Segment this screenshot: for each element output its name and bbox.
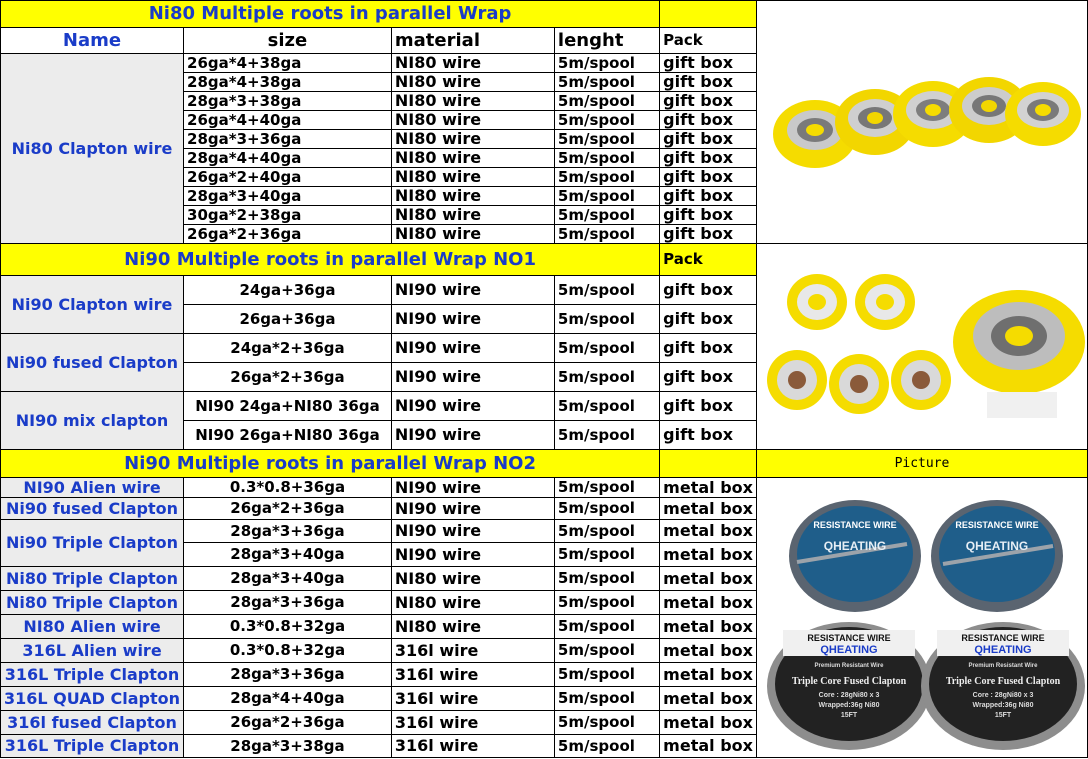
row-size: 24ga*2+36ga xyxy=(184,334,392,363)
row-size: 26ga+36ga xyxy=(184,305,392,334)
row-length: 5m/spool xyxy=(554,130,659,149)
row-material: NI80 wire xyxy=(391,111,554,130)
row-length: 5m/spool xyxy=(554,168,659,187)
tin-label-brand-top: RESISTANCE WIRE xyxy=(807,632,891,643)
row-material: NI80 wire xyxy=(391,130,554,149)
row-pack: metal box xyxy=(660,687,757,711)
row-pack: gift box xyxy=(660,276,757,305)
row-material: 316l wire xyxy=(391,735,554,758)
row-name: 316L Triple Clapton xyxy=(1,735,184,758)
row-size: 28ga*3+38ga xyxy=(184,735,392,758)
tin-label-brand-top: RESISTANCE WIRE xyxy=(955,519,1039,530)
row-length: 5m/spool xyxy=(554,421,659,450)
row-material: 316l wire xyxy=(391,711,554,735)
row-pack: gift box xyxy=(660,392,757,421)
row-length: 5m/spool xyxy=(554,639,659,663)
row-material: NI80 wire xyxy=(391,206,554,225)
row-material: NI80 wire xyxy=(391,615,554,639)
tin-label-core: Core : 28gNi80 x 3 xyxy=(818,691,880,699)
row-length: 5m/spool xyxy=(554,206,659,225)
tin-label-wrapped: Wrapped:36g Ni80 xyxy=(972,701,1034,709)
row-pack: gift box xyxy=(660,187,757,206)
tin-label-brand-top: RESISTANCE WIRE xyxy=(813,519,897,530)
row-pack: metal box xyxy=(660,615,757,639)
ni80-spools-image xyxy=(757,14,1087,230)
row-name: NI90 Alien wire xyxy=(1,478,184,498)
row-name: NI80 Alien wire xyxy=(1,615,184,639)
section-title-ni80: Ni80 Multiple roots in parallel Wrap xyxy=(1,1,660,28)
row-material: NI90 wire xyxy=(391,276,554,305)
row-length: 5m/spool xyxy=(554,363,659,392)
ni90-spools-image xyxy=(757,260,1087,434)
row-size: 28ga*3+36ga xyxy=(184,520,392,543)
row-name: 316L QUAD Clapton xyxy=(1,687,184,711)
group-name-ni90-fused: Ni90 fused Clapton xyxy=(1,334,184,392)
row-length: 5m/spool xyxy=(554,543,659,567)
tin-label-product: Triple Core Fused Clapton xyxy=(791,675,907,687)
row-size: 24ga+36ga xyxy=(184,276,392,305)
small-spool-d xyxy=(829,354,889,414)
row-name: 316L Triple Clapton xyxy=(1,663,184,687)
row-name: Ni80 Triple Clapton xyxy=(1,567,184,591)
section-title-ni90-no2: Ni90 Multiple roots in parallel Wrap NO2 xyxy=(1,450,660,478)
row-material: NI80 wire xyxy=(391,73,554,92)
row-material: NI90 wire xyxy=(391,363,554,392)
tin-label-length: 15FT xyxy=(840,711,858,719)
row-pack: gift box xyxy=(660,305,757,334)
tin-label-brand-main: QHEATING xyxy=(823,538,887,553)
row-pack: gift box xyxy=(660,225,757,244)
row-material: NI80 wire xyxy=(391,92,554,111)
row-size: 30ga*2+38ga xyxy=(184,206,392,225)
tin-back-right xyxy=(931,500,1063,612)
row-material: NI80 wire xyxy=(391,567,554,591)
tin-label-core: Core : 28gNi80 x 3 xyxy=(972,691,1034,699)
header-name: Name xyxy=(1,28,184,54)
row-material: 316l wire xyxy=(391,687,554,711)
row-material: NI80 wire xyxy=(391,168,554,187)
tin-label-wrapped: Wrapped:36g Ni80 xyxy=(818,701,880,709)
row-pack: gift box xyxy=(660,111,757,130)
tin-label-subtitle: Premium Resistant Wire xyxy=(968,662,1038,669)
row-length: 5m/spool xyxy=(554,735,659,758)
row-material: NI90 wire xyxy=(391,520,554,543)
row-pack: metal box xyxy=(660,591,757,615)
tin-back-left xyxy=(789,500,921,612)
row-size: 26ga*2+36ga xyxy=(184,711,392,735)
row-material: NI90 wire xyxy=(391,478,554,498)
row-size: 28ga*4+40ga xyxy=(184,687,392,711)
row-length: 5m/spool xyxy=(554,392,659,421)
row-pack: gift box xyxy=(660,149,757,168)
row-size: NI90 26ga+NI80 36ga xyxy=(184,421,392,450)
row-size: 26ga*4+40ga xyxy=(184,111,392,130)
row-length: 5m/spool xyxy=(554,149,659,168)
row-pack: gift box xyxy=(660,421,757,450)
row-material: NI80 wire xyxy=(391,149,554,168)
row-length: 5m/spool xyxy=(554,615,659,639)
tin-label-brand-main: QHEATING xyxy=(965,538,1029,553)
row-length: 5m/spool xyxy=(554,663,659,687)
picture-label: Picture xyxy=(756,450,1087,478)
row-pack: metal box xyxy=(660,735,757,758)
row-size: 28ga*3+36ga xyxy=(184,591,392,615)
row-name: Ni90 fused Clapton xyxy=(1,498,184,520)
tin-label-product: Triple Core Fused Clapton xyxy=(945,675,1061,687)
small-spool-a xyxy=(787,274,847,330)
row-size: 26ga*4+38ga xyxy=(184,54,392,73)
header-pack: Pack xyxy=(660,28,757,54)
row-name: 316L Alien wire xyxy=(1,639,184,663)
photo-cell-spools xyxy=(756,1,1087,244)
row-material: NI80 wire xyxy=(391,591,554,615)
row-material: NI90 wire xyxy=(391,334,554,363)
row-length: 5m/spool xyxy=(554,276,659,305)
row-size: 28ga*3+40ga xyxy=(184,567,392,591)
row-length: 5m/spool xyxy=(554,711,659,735)
row-pack: metal box xyxy=(660,567,757,591)
row-size: 28ga*4+38ga xyxy=(184,73,392,92)
row-size: 28ga*3+38ga xyxy=(184,92,392,111)
row-pack: gift box xyxy=(660,73,757,92)
row-size: NI90 24ga+NI80 36ga xyxy=(184,392,392,421)
group-name-ni80-clapton: Ni80 Clapton wire xyxy=(1,54,184,244)
tin-label-brand-main: QHEATING xyxy=(974,643,1032,656)
row-material: 316l wire xyxy=(391,663,554,687)
photo-cell-tins xyxy=(756,478,1087,758)
tin-label-subtitle: Premium Resistant Wire xyxy=(814,662,884,669)
row-pack: gift box xyxy=(660,130,757,149)
row-pack: metal box xyxy=(660,543,757,567)
row-pack: metal box xyxy=(660,663,757,687)
metal-tins-image xyxy=(757,484,1087,752)
row-length: 5m/spool xyxy=(554,92,659,111)
row-length: 5m/spool xyxy=(554,478,659,498)
row-pack: gift box xyxy=(660,363,757,392)
row-pack: metal box xyxy=(660,711,757,735)
small-spool-c xyxy=(767,350,827,410)
section-pack-blank-2 xyxy=(660,450,757,478)
header-length: lenght xyxy=(554,28,659,54)
row-pack: metal box xyxy=(660,639,757,663)
row-size: 28ga*3+40ga xyxy=(184,543,392,567)
row-length: 5m/spool xyxy=(554,591,659,615)
row-material: 316l wire xyxy=(391,639,554,663)
row-name: Ni90 Triple Clapton xyxy=(1,520,184,567)
group-name-ni90-clapton: Ni90 Clapton wire xyxy=(1,276,184,334)
spool-5 xyxy=(1005,82,1081,146)
row-pack: metal box xyxy=(660,520,757,543)
row-length: 5m/spool xyxy=(554,225,659,244)
row-size: 26ga*2+36ga xyxy=(184,363,392,392)
header-material: material xyxy=(391,28,554,54)
row-length: 5m/spool xyxy=(554,111,659,130)
row-pack: gift box xyxy=(660,168,757,187)
row-name: 316l fused Clapton xyxy=(1,711,184,735)
row-pack: gift box xyxy=(660,334,757,363)
small-spool-b xyxy=(855,274,915,330)
row-length: 5m/spool xyxy=(554,687,659,711)
row-pack: gift box xyxy=(660,206,757,225)
row-material: NI90 wire xyxy=(391,305,554,334)
row-material: NI90 wire xyxy=(391,498,554,520)
section-pack-label: Pack xyxy=(660,244,757,276)
section-pack-blank xyxy=(660,1,757,28)
row-size: 0.3*0.8+36ga xyxy=(184,478,392,498)
row-material: NI80 wire xyxy=(391,187,554,206)
header-size: size xyxy=(184,28,392,54)
row-size: 26ga*2+36ga xyxy=(184,225,392,244)
row-length: 5m/spool xyxy=(554,567,659,591)
row-pack: metal box xyxy=(660,478,757,498)
row-length: 5m/spool xyxy=(554,73,659,92)
row-length: 5m/spool xyxy=(554,334,659,363)
row-length: 5m/spool xyxy=(554,187,659,206)
row-length: 5m/spool xyxy=(554,520,659,543)
row-name: Ni80 Triple Clapton xyxy=(1,591,184,615)
row-pack: metal box xyxy=(660,498,757,520)
row-pack: gift box xyxy=(660,92,757,111)
small-spool-e xyxy=(891,350,951,410)
row-material: NI80 wire xyxy=(391,225,554,244)
tin-front-right xyxy=(921,622,1085,750)
row-size: 28ga*4+40ga xyxy=(184,149,392,168)
group-name-ni90-mix: NI90 mix clapton xyxy=(1,392,184,450)
row-length: 5m/spool xyxy=(554,305,659,334)
tin-front-left xyxy=(767,622,931,750)
row-length: 5m/spool xyxy=(554,498,659,520)
tin-label-length: 15FT xyxy=(994,711,1012,719)
row-pack: gift box xyxy=(660,54,757,73)
row-size: 26ga*2+36ga xyxy=(184,498,392,520)
row-size: 26ga*2+40ga xyxy=(184,168,392,187)
row-size: 28ga*3+36ga xyxy=(184,130,392,149)
row-size: 0.3*0.8+32ga xyxy=(184,615,392,639)
tin-label-brand-top: RESISTANCE WIRE xyxy=(961,632,1045,643)
row-size: 0.3*0.8+32ga xyxy=(184,639,392,663)
section-title-ni90-no1: Ni90 Multiple roots in parallel Wrap NO1 xyxy=(1,244,660,276)
tin-label-brand-main: QHEATING xyxy=(820,643,878,656)
row-material: NI90 wire xyxy=(391,543,554,567)
row-material: NI90 wire xyxy=(391,392,554,421)
row-length: 5m/spool xyxy=(554,54,659,73)
row-material: NI80 wire xyxy=(391,54,554,73)
row-material: NI90 wire xyxy=(391,421,554,450)
photo-cell-spools-labeled xyxy=(756,244,1087,450)
row-size: 28ga*3+36ga xyxy=(184,663,392,687)
row-size: 28ga*3+40ga xyxy=(184,187,392,206)
